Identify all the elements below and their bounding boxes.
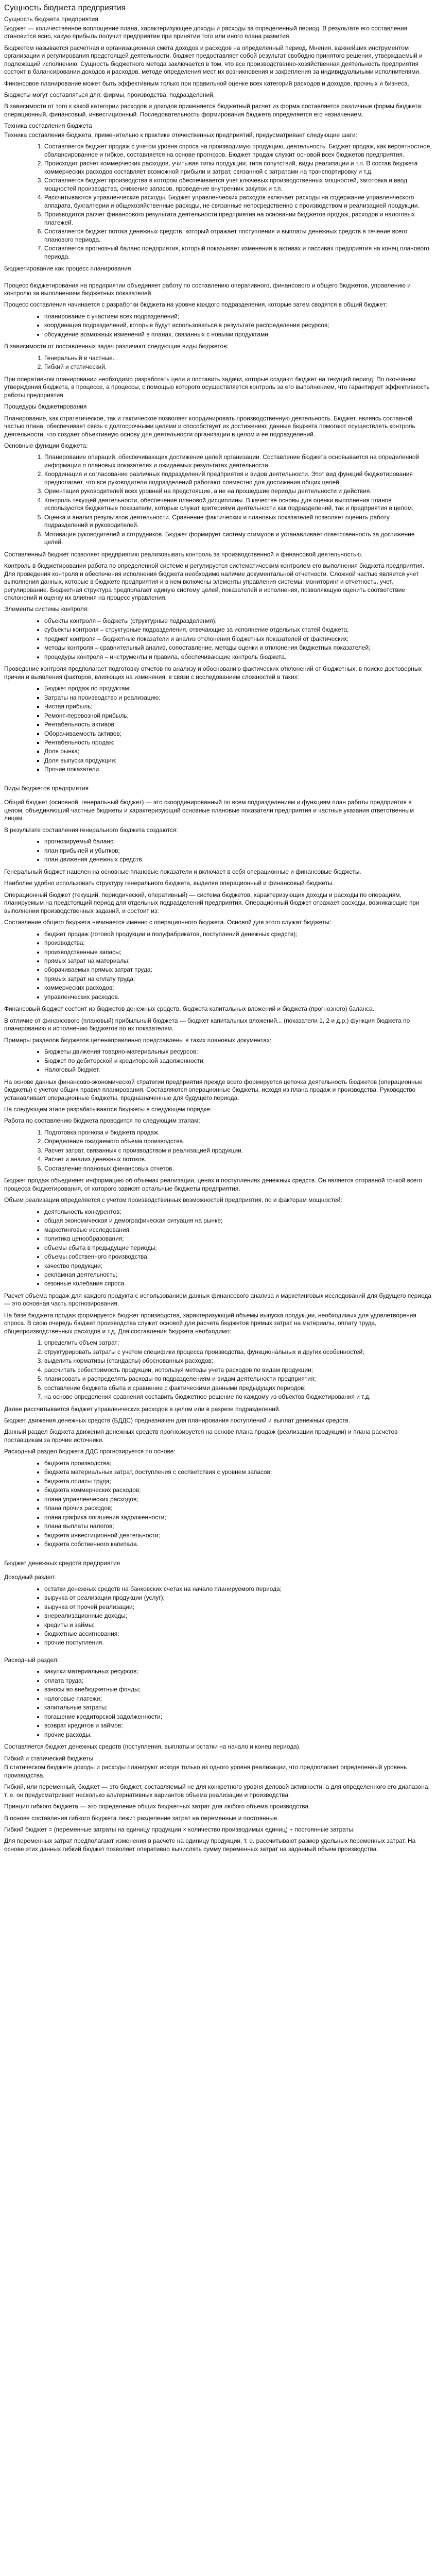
list-item: ▪ Доля рынка; [44,748,432,755]
list-item: 5. Составление плановых финансовых отчетов. [44,1165,432,1173]
list-item: • процедуры контроля – инструменты и правила, обеспечивающие контроль бюджета. [44,653,432,661]
list-item: • производства; [44,939,432,947]
list-item: 1. Планирование операций, обеспечивающих достижение целей организации. Составление бюджета основывается на определенной информации о плановых показателях и ожидаемых результатах деятельности. [44,453,432,469]
bullet-list [4,1048,432,1074]
paragraph: Данный раздел бюджета движения денежных средств прогнозируется на основе плана продаж (реализации продукции) и плана расчетов поставщикам за прочие источники. [4,1428,398,1444]
list-item: 5. Производится расчет финансового результата деятельности предприятия на основании бюджетов продаж, расходов и налоговых платежей. [44,211,432,227]
list-item: • план движения денежных средств. [44,856,432,863]
list-item: ▪ Бюджет продаж по продуктам; [44,685,432,692]
paragraph: Расходный раздел: [4,1656,59,1664]
paragraph: В зависимости от поставленных задач различают следующие виды бюджетов: [4,343,229,350]
bullet-list [4,685,432,774]
list-item: • производственные запасы; [44,948,432,956]
bullet-list [4,313,432,338]
list-item: • бюджета коммерческих расходов; [44,1486,432,1494]
list-item: • прямых затрат на оплату труда; [44,975,432,983]
list-item: • качество продукции; [44,1262,432,1270]
list-item: ▪ Оборачиваемость активов; [44,730,432,738]
list-item: • политика ценообразования; [44,1235,432,1243]
list-item: • план прибылей и убытков; [44,847,432,855]
paragraph: Для переменных затрат предполагают изменения в расчете на единицу продукции, т. е. рассчитывают размер удельных переменных затрат. На основе этих данных гибкий бюджет позволяет оперативно вычислять сумму переменных затрат на заданный объем производства. [4,1837,416,1853]
list-item: ▪ Рентабельность активов; [44,721,432,728]
list-item: • бюджет продаж (готовой продукции и полуфабрикатов, поступлений денежных средств); [44,930,432,938]
list-item: 2. Координация и согласование различных подразделений предприятия и видов деятельности. Этот вид функций бюджетирования предполагает, что все руководители подразделений работают совместно для достижения общих целей. [44,470,432,486]
paragraph: В отличие от финансового (плановый) прибыльный бюджета — бюджет капитальных вложений... (показатели 1, 2 и д.р.) функция бюджета по планированию и исполнению бюджетов по их показателям. [4,1016,410,1032]
paragraph: Процесс бюджетирования на предприятии объединяет работу по составлению оперативного, финансового и общего бюджетов, управлению и контролю за выполнением бюджетных показателей. [4,281,411,297]
paragraph: Бюджетирование как процесс планирования [4,265,131,273]
paragraph: Составляется бюджет денежных средств (поступления, выплаты и остатки на начало и конец периода). [4,1743,301,1751]
paragraph: Расходный раздел бюджета ДДС прогнозируется по основе: [4,1448,176,1455]
paragraph: Основные функции бюджета: [4,442,88,450]
paragraph: Операционный бюджет (текущий, периодический, оперативный) — система бюджетов, характеризующих доходы и расходы по операциям, планируемым на предстоящий период для отдельных подразделений предприятия. Операционный бюджет отражает расходы, возникающие при выполнении производственных заданий, и состоит из: [4,891,420,914]
list-item: 1. Генеральный и частные. [44,354,432,362]
bullet-list [4,1585,432,1647]
list-item: 4. Контроль текущей деятельности, обеспечение плановой дисциплины. В качестве основы для оценки выполнения планов используются бюджетные показатели, которые служат критериями деятельности как подразделений, так и предприятия в целом. [44,497,432,513]
list-item: ▪ Чистая прибыль; [44,703,432,710]
paragraph: Доходный раздел: [4,1573,56,1581]
bullet-list [4,617,432,661]
list-item: • объекты контроля – бюджеты (структурные подразделения); [44,617,432,625]
list-item: • закупки материальных ресурсов; [44,1668,432,1675]
list-item: 1. Составляется бюджет продаж с учетом уровня спроса на производимую продукцию, деятельность. Бюджет продаж, как вероятностное, сбалансированное и гибкое, составляется на основе прогнозов. Бюджет продаж служит основой всех бюджетов предприятия. [44,143,432,159]
list-item: • коммерческих расходов; [44,984,432,992]
paragraph: Наиболее удобно использовать структуру генерального бюджета, выделяя операционный и финансовый бюджеты. [4,879,334,887]
list-item: 2. Происходит расчет коммерческих расходов, учитывая типы продукции, типа сопутствий, виды реализации и т.п. В состав бюджета коммерческих расходов составляет возможной прибыли и затрат, связанной с затратами на транспортировку и т.д. [44,160,432,176]
numbered-list [4,453,432,546]
paragraph: Примеры разделов бюджетов целенаправленно представлены в таких плановых документах: [4,1036,272,1044]
paragraph: В основе составления гибкого бюджета лежит разделение затрат на переменные и постоянные. [4,1814,279,1822]
paragraph: Гибкий бюджет = (переменные затраты на единицу продукции × количество производимых единиц) + постоянные затраты. [4,1826,355,1834]
list-item: • прогнозируемый баланс; [44,838,432,845]
list-item: 6. составление бюджета сбыта и сравнение с фактическими данными предыдущих периодов; [44,1384,432,1392]
bullet-list [4,1668,432,1739]
list-item: • прочие поступления. [44,1639,432,1647]
list-item: • плана выплаты налогов; [44,1522,432,1530]
list-item: 7. на основе определения сравнения составить бюджетное решение по каждому из объектов бюджетирования и т.д. [44,1393,432,1401]
section-heading: Сущность бюджета предприятия [4,15,98,23]
list-item: 4. Расчет и анализ денежных потоков. [44,1156,432,1163]
list-item: 6. Мотивация руководителей и сотрудников. Бюджет формирует систему стимулов и устанавливает ответственность за достижение целей. [44,531,432,547]
list-item: 3. Ориентация руководителей всех уровней на предстоящие, а не на прошедшие периоды деятельности и действия. [44,487,432,495]
list-item: ▪ Ремонт-перевозной прибыль; [44,712,432,720]
paragraph: Бюджет — количественное воплощение плана, характеризующее доходы и расходы за определенный период. В результате его составления становится ясно, какую прибыль получит предприятие при принятии того или иного плана развития. [4,24,408,40]
list-item: • погашение кредиторской задолженности; [44,1713,432,1721]
list-item: • субъекты контроля – структурные подразделения, отвечающие за исполнение отдельных статей бюджета; [44,626,432,634]
paragraph: Далее рассчитывается бюджет управленческих расходов в целом или в разрезе подразделений. [4,1405,281,1413]
list-item: • рекламная деятельность; [44,1271,432,1279]
list-item: • объемы собственного производства; [44,1253,432,1261]
paragraph: Процесс составления начинается с разработки бюджета на уровне каждого подразделения, которые затем сводятся в общий бюджет: [4,301,388,309]
paragraph: Планирование, как стратегическое, так и тактическое позволяет координировать производственную деятельность. Бюджет, являясь составной частью плана, обеспечивает связь с долгосрочными целями и способствует их достижению; данные бюджета помогают осуществлять контроль деятельности, что создает объективную основу для деятельности организации в целом и ее подразделений. [4,414,415,438]
paragraph: Техника составления бюджета, применительно к практике отечественных предприятий, предусматривает следующие шаги: [4,131,357,139]
bullet-list [4,1208,432,1288]
list-item: • маркетинговые исследования; [44,1226,432,1234]
bullet-list [4,930,432,1002]
paragraph: Проведение контроля предполагает подготовку отчетов по анализу и обоснованию фактических отклонений от бюджетных, в поиске достоверных причин и выявления факторов, влияющих на изменения, в связи с исследованием сложностей в таких: [4,665,422,681]
section-heading: Гибкий и статический бюджеты [4,1754,94,1762]
paragraph: На следующем этапе разрабатываются бюджеты в следующем порядке: [4,1106,212,1113]
list-item: 2. Определение ожидаемого объема производства. [44,1138,432,1145]
list-item: • управленческих расходов. [44,993,432,1001]
page-title: Сущность бюджета предприятия [4,4,126,12]
list-item: • налоговые платежи; [44,1695,432,1703]
list-item: • координация подразделений, которые будут использоваться в результате распределения ресурсов; [44,321,432,329]
list-item: • Налоговый бюджет. [44,1066,432,1074]
paragraph: Контроль в бюджетировании работа по определенной системе и регулируется систематическим контролем его выполнения бюджета предприятия. Для проведения контроля и обеспечения исполнения бюджета необходимо наличие документальной отчетности. Сложной частью является учет выполнения данных, которые в бюджете предприятия и в нем включены элементы управления системы: мониторинг и отчетность, учет, регулирование. Бюджетная структура предполагает единую систему целей, показателей и исполнения, позволяющую оценить соответствие отклонений и оценку их влияния на процесс управления. [4,562,425,601]
list-item: 3. Расчет затрат, связанных с производством и реализацией продукции. [44,1147,432,1155]
paragraph: Работа по составлению бюджета проводится по следующим этапам: [4,1117,200,1125]
numbered-list [4,1129,432,1173]
paragraph: Генеральный бюджет нацелен на основные плановые показатели и включает в себя операционные и финансовые бюджеты. [4,868,361,875]
numbered-list [4,1339,432,1401]
list-item: • кредиты и займы; [44,1621,432,1629]
paragraph: В зависимости от того к какой категории расходов и доходов применяется бюджетный расчет из форма составляется различные формы бюджета: операционный, финансовый, инвестиционный. Последовательность формирования бюджета определяется его назначением. [4,103,423,118]
list-item: • сезонные колебания спроса. [44,1280,432,1287]
list-item: • бюджета производства; [44,1460,432,1467]
paragraph: При оперативном планировании необходимо разработать цели и поставить задачи, которые создают бюджет на текущий период. По окончании утверждения бюджета, в процессе, а процессы, с помощью которого осуществляется контроль за его выполнением, что гарантирует эффективность работы предприятия. [4,375,430,399]
paragraph: Процедуры бюджетирования [4,403,87,411]
list-item: 6. Составляется бюджет потока денежных средств, который отражает поступления и выплаты денежных средств в течение всего планового периода. [44,228,432,244]
list-item: • плана прочих расходов; [44,1504,432,1512]
list-item: ▪ Доля выпуска продукции; [44,757,432,765]
list-item: • предмет контроля – бюджетные показатели и анализ отклонения бюджетных показателей от фактических; [44,635,432,643]
list-item: • Бюджеты движения товарно-материальных ресурсов; [44,1048,432,1056]
list-item: • бюджета материальных затрат, поступления с соответствия с уровнем запасов; [44,1468,432,1476]
paragraph: В статическом бюджете доходы и расходы планируют исходя только из одного уровня реализации, что предполагает определенный уровень производства. [4,1764,407,1779]
paragraph: Бюджеты могут составляться для: фирмы, производства, подразделений. [4,91,215,99]
list-item: • выручка от реализации продукции (услуг); [44,1594,432,1602]
list-item: 5. Оценка и анализ результатов деятельности. Сравнение фактических и плановых показателей позволяет оценить работу подразделений и руководителей. [44,514,432,530]
list-item: • выручка от прочей реализации; [44,1603,432,1611]
section-heading: Виды бюджетов предприятия [4,784,89,792]
list-item: • плана управленческих расходов; [44,1496,432,1503]
paragraph: В результате составления генерального бюджета создаются: [4,826,178,834]
list-item: • Бюджет по дебиторской и кредиторской задолженности; [44,1057,432,1065]
list-item: • бюджетные ассигнования; [44,1630,432,1638]
paragraph: Финансовый бюджет состоит из бюджетов денежных средств, бюджета капитальных вложений и бюджета (прогнозного) баланса. [4,1005,374,1013]
list-item: • остатки денежных средств на банковских счетах на начало планируемого периода; [44,1585,432,1593]
paragraph: Бюджетом называется расчетная и организационная смета доходов и расходов на определенный период. Мнения, важнейших инструментом организации и регулирования предстоящей деятельности, бюджет предоставляет собой результат свободно принятого решения, утверждаемый и подлежащий исполнению. Сущность бюджетного метода заключается в том, что все производственно-хозяйственная деятельность предприятия состоит в балансировании доходов и расходов, методе определения мест их возникновения и закрепления за индивидуальными исполнителями. [4,44,423,76]
list-item: • планирование с участием всех подразделений; [44,313,432,320]
list-item: 2. Гибкий и статический. [44,363,432,371]
section-heading: Бюджет денежных средств предприятия [4,1559,120,1567]
paragraph: На базе бюджета продаж формируется бюджет производства, характеризующий объемы выпуска продукции, необходимых для удовлетворения спроса. В свою очередь бюджет производства служит основой для расчета бюджетов прямых затрат на материалы, оплату труда, общепроизводственных расходов и т.д. Для составления бюджета необходимо: [4,1311,416,1335]
list-item: • внереализационные доходы; [44,1612,432,1620]
numbered-list [4,354,432,371]
list-item: • общая экономическая и демографическая ситуация на рынке; [44,1217,432,1225]
list-item: 4. рассчитать себестоимость продукции, используя методы учета расходов по видам продукции; [44,1366,432,1374]
list-item: 1. определить объем затрат; [44,1339,432,1347]
list-item: • обсуждение возможных изменений в планах, связанных с новыми продуктами. [44,331,432,338]
list-item: • бюджета собственного капитала. [44,1540,432,1548]
paragraph: Составленный бюджет позволяет предприятию реализовывать контроль за производственной и финансовой деятельностью. [4,550,363,558]
list-item: • капитальные затраты; [44,1704,432,1711]
numbered-list [4,143,432,261]
list-item: 1. Подготовка прогноза и бюджета продаж. [44,1129,432,1137]
paragraph: Бюджет движения денежных средств (БДДС) предназначен для планирования поступлений и выплат денежных средств. [4,1417,351,1425]
list-item: • деятельность конкурентов; [44,1208,432,1216]
list-item: ▪ Рентабельность продаж; [44,739,432,747]
paragraph: Гибкий, или переменный, бюджет — это бюджет, составляемый не для конкретного уровня деловой активности, а для определенного его диапазона, т. е. он предусматривает несколько альтернативных вариантов объема реализации и производства. [4,1783,430,1799]
list-item: • бюджета оплаты труда; [44,1478,432,1485]
list-item: • бюджета инвестиционной деятельности; [44,1532,432,1539]
paragraph: Финансовое планирование может быть эффективным только при правильной оценке всех категорий расходов и доходов, прочных и бизнеса. [4,79,410,87]
paragraph: Принцип гибкого бюджета — это определение общих бюджетных затрат для любого объема производства. [4,1803,310,1810]
list-item: • плана графика погашения задолженности; [44,1514,432,1521]
paragraph: Объем реализации определяется с учетом производственных возможностей предприятия, по и факторам мощностей: [4,1196,342,1204]
list-item: • прочие расходы. [44,1731,432,1739]
section-heading: Техника составления бюджета [4,122,92,130]
list-item: • оплата труда; [44,1677,432,1685]
list-item: • оборачиваемых прямых затрат труда; [44,966,432,974]
list-item: 4. Рассчитываются управленческие расходы. Бюджет управленческих расходов включает расходы на содержание управленческого аппарата, бухгалтерии и общехозяйственные расходы, не связанные непосредственно с производством и реализацией продукции. [44,194,432,210]
list-item: 7. Составляется прогнозный баланс предприятия, который показывает изменения в активах и пассивах предприятия на конец планового периода. [44,245,432,261]
list-item: 2. структурировать затраты с учетом специфики процесса производства, функциональных и других особенностей; [44,1348,432,1356]
paragraph: Составление общего бюджета начинается именно с операционного бюджета. Основой для этого служат бюджеты: [4,919,332,926]
paragraph: Расчет объема продаж для каждого продукта с использованием данных финансового анализа и маркетинговых исследований для будущего периода — это основная часть прогнозирования. [4,1292,431,1308]
list-item: • прямых затрат на материалы; [44,957,432,965]
paragraph: Элементы системы контроля: [4,605,89,613]
list-item: 3. выделить нормативы (стандарты) обоснованных расходов; [44,1357,432,1365]
bullet-list [4,1460,432,1549]
paragraph: Бюджет продаж объединяет информацию об объемах реализации, ценах и поступлениях денежных средств. Он является отправной точкой всего процесса бюджетирования, от которого зависят остальные бюджеты предприятия. [4,1177,423,1192]
list-item: ▪ Прочие показатели. [44,766,432,773]
bullet-list [4,838,432,863]
list-item: • возврат кредитов и займов; [44,1722,432,1730]
list-item: ▪ Затраты на производство и реализацию; [44,694,432,702]
list-item: 5. планировать и распределять расходы по подразделениям и видам деятельности предприятия; [44,1375,432,1383]
paragraph: На основе данных финансово-экономической стратегии предприятия прежде всего формируется цепочка деятельность бюджетов (операционные бюджеты) с учетом общих правил планирования. Составляются операционные бюджеты, исходя из плана продаж и производства. Руководство устанавливает операционные бюджеты, предназначенные для будущего периода. [4,1078,423,1101]
paragraph: Общий бюджет (основной, генеральный бюджет) — это скоординированный по всем подразделениям и функциям план работы предприятия в целом, объединяющий частные бюджеты и характеризующий основные плановые показатели предприятия и частные указания ответственным лицам. [4,799,414,822]
list-item: 3. Составляется бюджет производства в котором обеспечивается учет ключевых производственных мощностей, заготовка и ввод мощностей производства, снижение запасов, проведение внутренних закупок и т.п. [44,177,432,193]
list-item: • методы контроля – сравнительный анализ, сопоставление, методы оценки и отклонения бюджетных показателей; [44,644,432,652]
list-item: • взносы во внебюджетные фонды; [44,1686,432,1693]
list-item: • объемы сбыта в предыдущие периоды; [44,1244,432,1252]
